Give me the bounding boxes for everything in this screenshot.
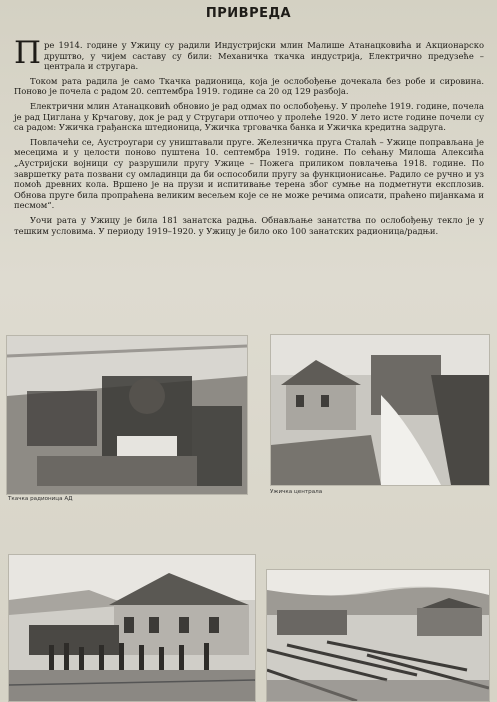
- page-title: ПРИВРЕДА: [205, 6, 292, 21]
- paragraph-2: Током рата радила је само Ткачка радионица, која је ослобођење дочекала без робе и сировина. Поново је почела с радом 20. септембра 1919. године са 20 од 129 разбоја.: [14, 75, 484, 97]
- caption-photo1: Ткачка радионица АД: [8, 496, 73, 502]
- photo-power-plant: [270, 334, 490, 486]
- paragraph-5: Уочи рата у Ужицу је била 181 занатска радња. Обнављање занатства по ослобођењу текло је у тешким условима. У периоду 1919–1920. у Ужицу је било око 100 занатских радионица/радњи.: [14, 214, 484, 236]
- article-text: [14, 35, 484, 240]
- caption-photo2: Ужичка централа: [270, 489, 323, 495]
- drop-cap: П: [14, 35, 42, 71]
- paragraph-1: Пре 1914. године у Ужицу су радили Индустријски млин Малише Атанацковића и Акционарско друштво, у чијем саставу су били: Механичка ткачка индустрија, Електрично предузеће – централа и стругара.: [14, 35, 484, 72]
- photo-sawmill: [266, 569, 490, 702]
- paragraph-4: Повлачећи се, Аустроугари су уништавали пруге. Железничка пруга Сталаћ – Ужице поправљана је месецима и у целости поново пуштена 10. септембра 1919. године. По сећању Милоша Алексића „Аустријски војници су разрушили пругу Ужице – Пожега приликом повлачења 1918. године. По завршетку рата позвани су омладинци да би оспособили пругу за функционисање. Радило се ручно и уз помоћ древних кола. Вршено је на прузи и испитивање терена због сумње на подметнути експлозив. Обнова пруге била пропраћена великим весељем које се не може речима описати, праћено пијанкама и песмом“.: [14, 136, 484, 211]
- photo-railway-station: [8, 554, 256, 702]
- photo-weaving-workshop: [6, 335, 248, 495]
- paragraph-3: Електрични млин Атанацковић обновио је рад одмах по ослобођењу. У пролеће 1919. године, почела је рад Циглана у Крчагову, док је рад у Стругари отпочео у пролеће 1920. У лето исте године почели су са радом: Ужичка грађанска штедионица, Ужичка трговачка банка и Ужичка кредитна задруга.: [14, 100, 484, 133]
